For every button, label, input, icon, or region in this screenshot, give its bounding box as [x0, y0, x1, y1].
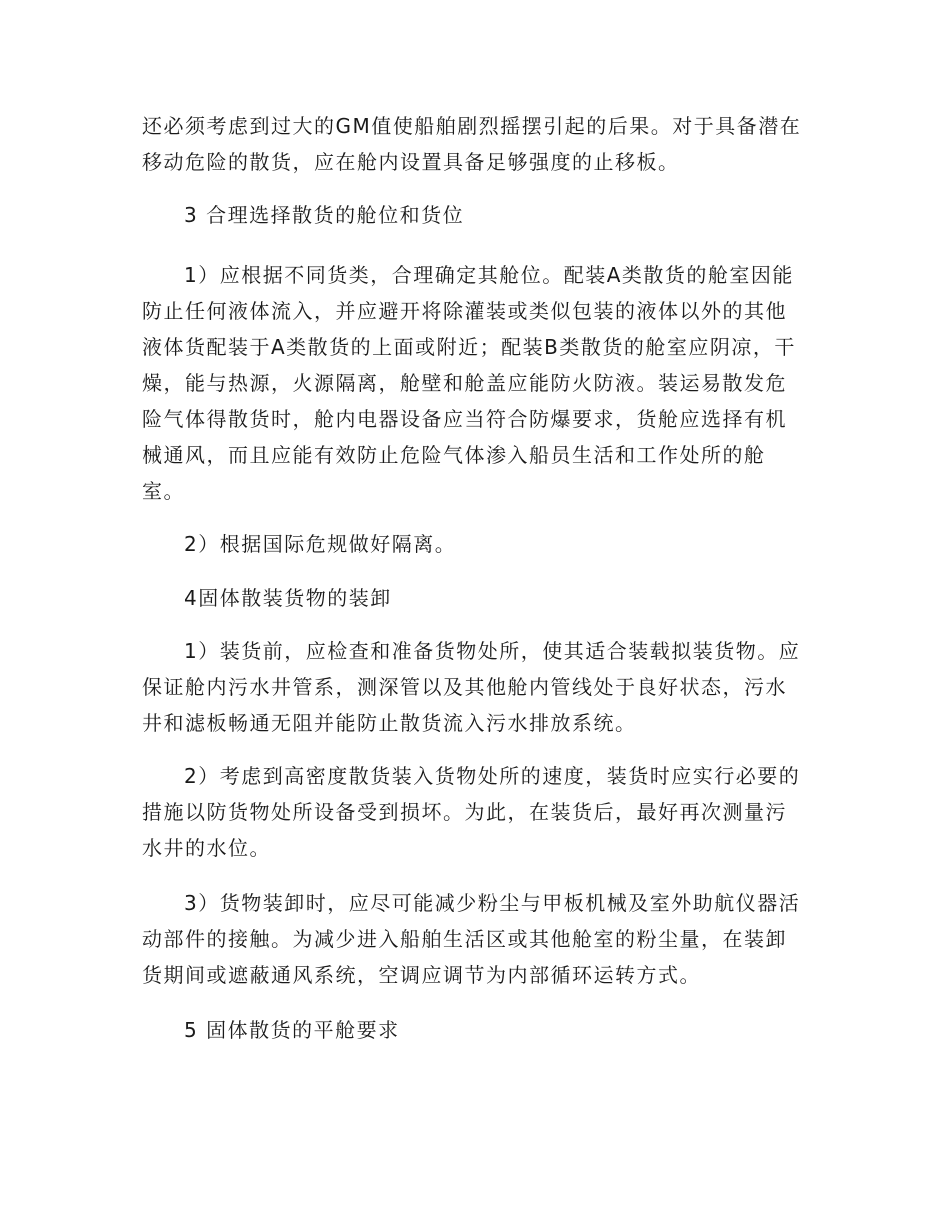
paragraph-4-1: [142, 633, 814, 741]
section-heading-5: 5 固体散货的平舱要求: [184, 1018, 400, 1042]
text-line: 燥，能与热源，火源隔离，舱壁和舱盖应能防火防液。装运易散发危: [142, 371, 787, 395]
text-line: 1）装货前，应检查和准备货物处所，使其适合装载拟装货物。应: [184, 639, 801, 663]
section-heading-4: 4固体散装货物的装卸: [184, 586, 392, 610]
text-line: 移动危险的散货，应在舱内设置具备足够强度的止移板。: [142, 150, 680, 174]
text-line: 货期间或遮蔽通风系统，空调应调节为内部循环运转方式。: [142, 963, 701, 987]
text-line: 井和滤板畅通无阻并能防止散货流入污水排放系统。: [142, 711, 637, 735]
text-line: 3）货物装卸时，应尽可能减少粉尘与甲板机械及室外助航仪器活: [184, 891, 801, 915]
text-line: 险气体得散货时，舱内电器设备应当符合防爆要求，货舱应选择有机: [142, 407, 787, 431]
text-line: 防止任何液体流入，并应避开将除灌装或类似包装的液体以外的其他: [142, 299, 787, 323]
text-line: 液体货配装于A类散货的上面或附近；配装B类散货的舱室应阴凉，干: [142, 335, 796, 359]
text-line: 措施以防货物处所设备受到损坏。为此，在装货后，最好再次测量污: [142, 800, 787, 824]
paragraph-3-2: 2）根据国际危规做好隔离。: [184, 532, 457, 556]
text-line: 水井的水位。: [142, 836, 271, 860]
text-line: 械通风，而且应能有效防止危险气体渗入船员生活和工作处所的舱: [142, 443, 766, 467]
text-line: 动部件的接触。为减少进入船舶生活区或其他舱室的粉尘量，在装卸: [142, 927, 787, 951]
text-line: 1）应根据不同货类，合理确定其舱位。配装A类散货的舱室因能: [184, 263, 794, 287]
text-line: 室。: [142, 479, 185, 503]
paragraph-4-3: [142, 885, 814, 993]
paragraph-4-2: [142, 758, 814, 866]
text-line: 还必须考虑到过大的GM值使船舶剧烈摇摆引起的后果。对于具备潜在: [142, 114, 802, 138]
paragraph-ballast-gm: [142, 108, 814, 180]
text-line: 2）考虑到高密度散货装入货物处所的速度，装货时应实行必要的: [184, 764, 801, 788]
text-line: 保证舱内污水井管系，测深管以及其他舱内管线处于良好状态，污水: [142, 675, 787, 699]
paragraph-3-1: [142, 257, 814, 509]
section-heading-3: 3 合理选择散货的舱位和货位: [184, 203, 465, 227]
